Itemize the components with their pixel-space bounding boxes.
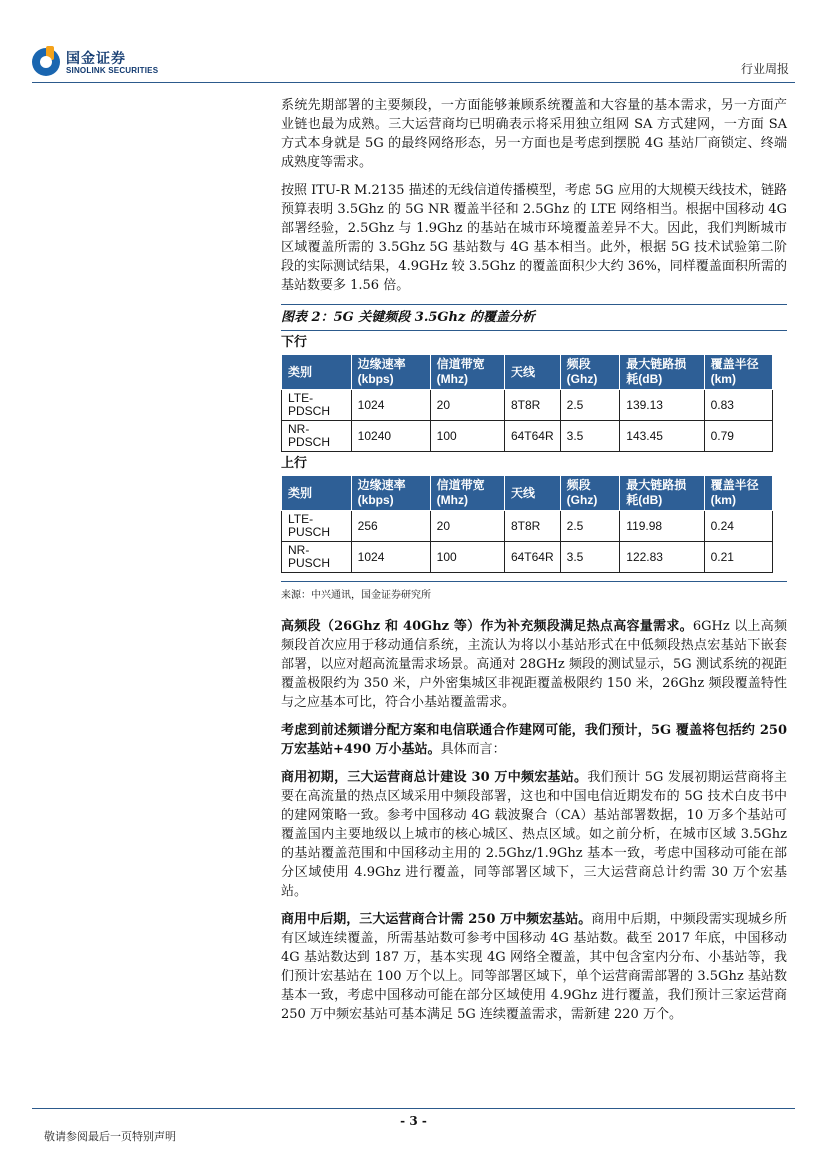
table-cell: LTE-PDSCH — [282, 390, 352, 421]
downlink-label: 下行 — [281, 335, 308, 350]
table-header-cell: 类别 — [282, 476, 352, 511]
table-row — [282, 511, 773, 542]
table-cell: 0.79 — [704, 421, 772, 452]
header-divider — [32, 82, 795, 83]
logo-text-en: SINOLINK SECURITIES — [66, 66, 159, 75]
table-cell: 256 — [351, 511, 430, 542]
table-header-cell: 频段 (Ghz) — [560, 476, 620, 511]
table-cell: 119.98 — [620, 511, 704, 542]
table-cell: 143.45 — [620, 421, 704, 452]
table-row — [282, 390, 773, 421]
paragraph — [281, 768, 787, 901]
table-cell: 100 — [430, 421, 504, 452]
table-cell: 2.5 — [560, 390, 620, 421]
table-cell: NR-PDSCH — [282, 421, 352, 452]
table-header-cell: 覆盖半径 (km) — [704, 355, 772, 390]
table-header-cell: 最大链路损耗(dB) — [620, 355, 704, 390]
table-header-cell: 信道带宽 (Mhz) — [430, 476, 504, 511]
footer-divider — [32, 1108, 795, 1109]
table-cell: 64T64R — [504, 542, 560, 573]
paragraph — [281, 721, 787, 759]
report-type: 行业周报 — [740, 62, 789, 76]
table-row — [282, 421, 773, 452]
page-header — [0, 0, 827, 80]
table-cell: 1024 — [351, 542, 430, 573]
paragraph-lead: 高频段（26Ghz 和 40Ghz 等）作为补充频段满足热点高容量需求。 — [281, 619, 693, 634]
logo-text-cn: 国金证券 — [66, 51, 126, 67]
paragraph-text: 我们预计 5G 发展初期运营商将主要在高流量的热点区域采用中频段部署，这也和中国电信近期发布的 5G 技术白皮书中的建网策略一致。参考中国移动 4G 载波聚合（CA）基站部署数据，10 万多个基站可覆盖国内主要地级以上城市的核心城区、热点区域。如之前分析，在城市区域 3.5Ghz 的基站覆盖范围和中国移动主用的 2.5Ghz/1.9Ghz 基本一致，考虑中国移动可能在部分区域使用 4.9Ghz 进行覆盖，同等部署区域下，三大运营商总计约需 30 万个宏基站。 — [281, 770, 787, 899]
table-cell: 0.21 — [704, 542, 772, 573]
paragraph-text: 6GHz 以上高频频段首次应用于移动通信系统，主流认为将以小基站形式在中低频段热点宏基站下嵌套部署，以应对超高流量需求场景。高通对 28GHz 频段的测试显示，5G 测试系统的视距覆盖极限约为 350 米，户外密集城区非视距覆盖极限约 150 米，26Ghz 频段覆盖特性与之应基本可比，符合小基站覆盖需求。 — [281, 619, 787, 710]
paragraph — [281, 617, 787, 712]
table-header-cell: 边缘速率 (kbps) — [351, 355, 430, 390]
uplink-table — [281, 475, 773, 573]
table-cell: 20 — [430, 511, 504, 542]
table-cell: 20 — [430, 390, 504, 421]
table-cell: 100 — [430, 542, 504, 573]
table-row — [282, 542, 773, 573]
table-header-cell: 频段 (Ghz) — [560, 355, 620, 390]
figure-source: 来源：中兴通讯，国金证券研究所 — [281, 581, 787, 605]
page-number: - 3 - — [400, 1114, 427, 1128]
paragraph-lead: 商用初期，三大运营商总计建设 30 万中频宏基站。 — [281, 770, 588, 785]
main-content — [281, 96, 787, 1033]
table-cell: 3.5 — [560, 421, 620, 452]
table-header-row — [282, 476, 773, 511]
disclaimer: 敬请参阅最后一页特别声明 — [44, 1130, 176, 1143]
paragraph-text: 商用中后期，中频段需实现城乡所有区域连续覆盖，所需基站数可参考中国移动 4G 基站数。截至 2017 年底，中国移动 4G 基站数达到 187 万，基本实现 4G 网络全覆盖，其中包含室内分布、小基站等，我们预计宏基站在 100 万个以上。同等部署区域下，单个运营商需部署的 3.5Ghz 基站数基本一致，考虑中国移动可能在部分区域使用 4.9Ghz 进行覆盖，我们预计三家运营商 250 万中频宏基站可基本满足 5G 连续覆盖需求，需新建 220 万个。 — [281, 912, 787, 1022]
paragraph-lead: 商用中后期，三大运营商合计需 250 万中频宏基站。 — [281, 912, 592, 927]
table-header-cell: 覆盖半径 (km) — [704, 476, 772, 511]
table-cell: 3.5 — [560, 542, 620, 573]
paragraph-text: 具体而言： — [440, 742, 506, 757]
paragraph-lead: 考虑到前述频谱分配方案和电信联通合作建网可能，我们预计，5G 覆盖将包括约 250 万宏基站+490 万小基站。 — [281, 723, 787, 757]
table-cell: 0.24 — [704, 511, 772, 542]
table-cell: 122.83 — [620, 542, 704, 573]
table-cell: 139.13 — [620, 390, 704, 421]
logo-icon — [32, 48, 60, 76]
paragraph: 按照 ITU-R M.2135 描述的无线信道传播模型，考虑 5G 应用的大规模天线技术，链路预算表明 3.5Ghz 的 5G NR 覆盖半径和 2.5Ghz 的 LTE 网络相当。根据中国移动 4G 部署经验，2.5Ghz 与 1.9Ghz 的基站在城市环境覆盖差异不大。因此，我们判断城市区域覆盖所需的 3.5Ghz 5G 基站数与 4G 基本相当。此外，根据 5G 技术试验第二阶段的实际测试结果，4.9GHz 较 3.5Ghz 的覆盖面积少大约 36%，同样覆盖面积所需的基站数要多 1.56 倍。 — [281, 183, 787, 293]
table-cell: NR-PUSCH — [282, 542, 352, 573]
table-header-row — [282, 355, 773, 390]
table-cell: LTE-PUSCH — [282, 511, 352, 542]
paragraph: 系统先期部署的主要频段，一方面能够兼顾系统覆盖和大容量的基本需求，另一方面产业链也最为成熟。三大运营商均已明确表示将采用独立组网 SA 方式建网，一方面 SA 方式本身就是 5G 的最终网络形态，另一方面也是考虑到摆脱 4G 基站厂商锁定、终端成熟度等需求。 — [281, 98, 787, 170]
table-header-cell: 天线 — [504, 476, 560, 511]
table-header-cell: 最大链路损耗(dB) — [620, 476, 704, 511]
table-header-cell: 天线 — [504, 355, 560, 390]
uplink-label: 上行 — [281, 456, 308, 471]
table-cell: 0.83 — [704, 390, 772, 421]
table-cell: 10240 — [351, 421, 430, 452]
table-header-cell: 信道带宽 (Mhz) — [430, 355, 504, 390]
table-cell: 8T8R — [504, 390, 560, 421]
table-cell: 64T64R — [504, 421, 560, 452]
paragraph — [281, 910, 787, 1024]
table-header-cell: 类别 — [282, 355, 352, 390]
table-cell: 2.5 — [560, 511, 620, 542]
table-cell: 8T8R — [504, 511, 560, 542]
table-header-cell: 边缘速率 (kbps) — [351, 476, 430, 511]
table-cell: 1024 — [351, 390, 430, 421]
company-logo — [32, 46, 172, 80]
figure-title: 图表 2：5G 关键频段 3.5Ghz 的覆盖分析 — [281, 310, 535, 325]
figure-title-bar — [281, 304, 787, 331]
downlink-table — [281, 354, 773, 452]
